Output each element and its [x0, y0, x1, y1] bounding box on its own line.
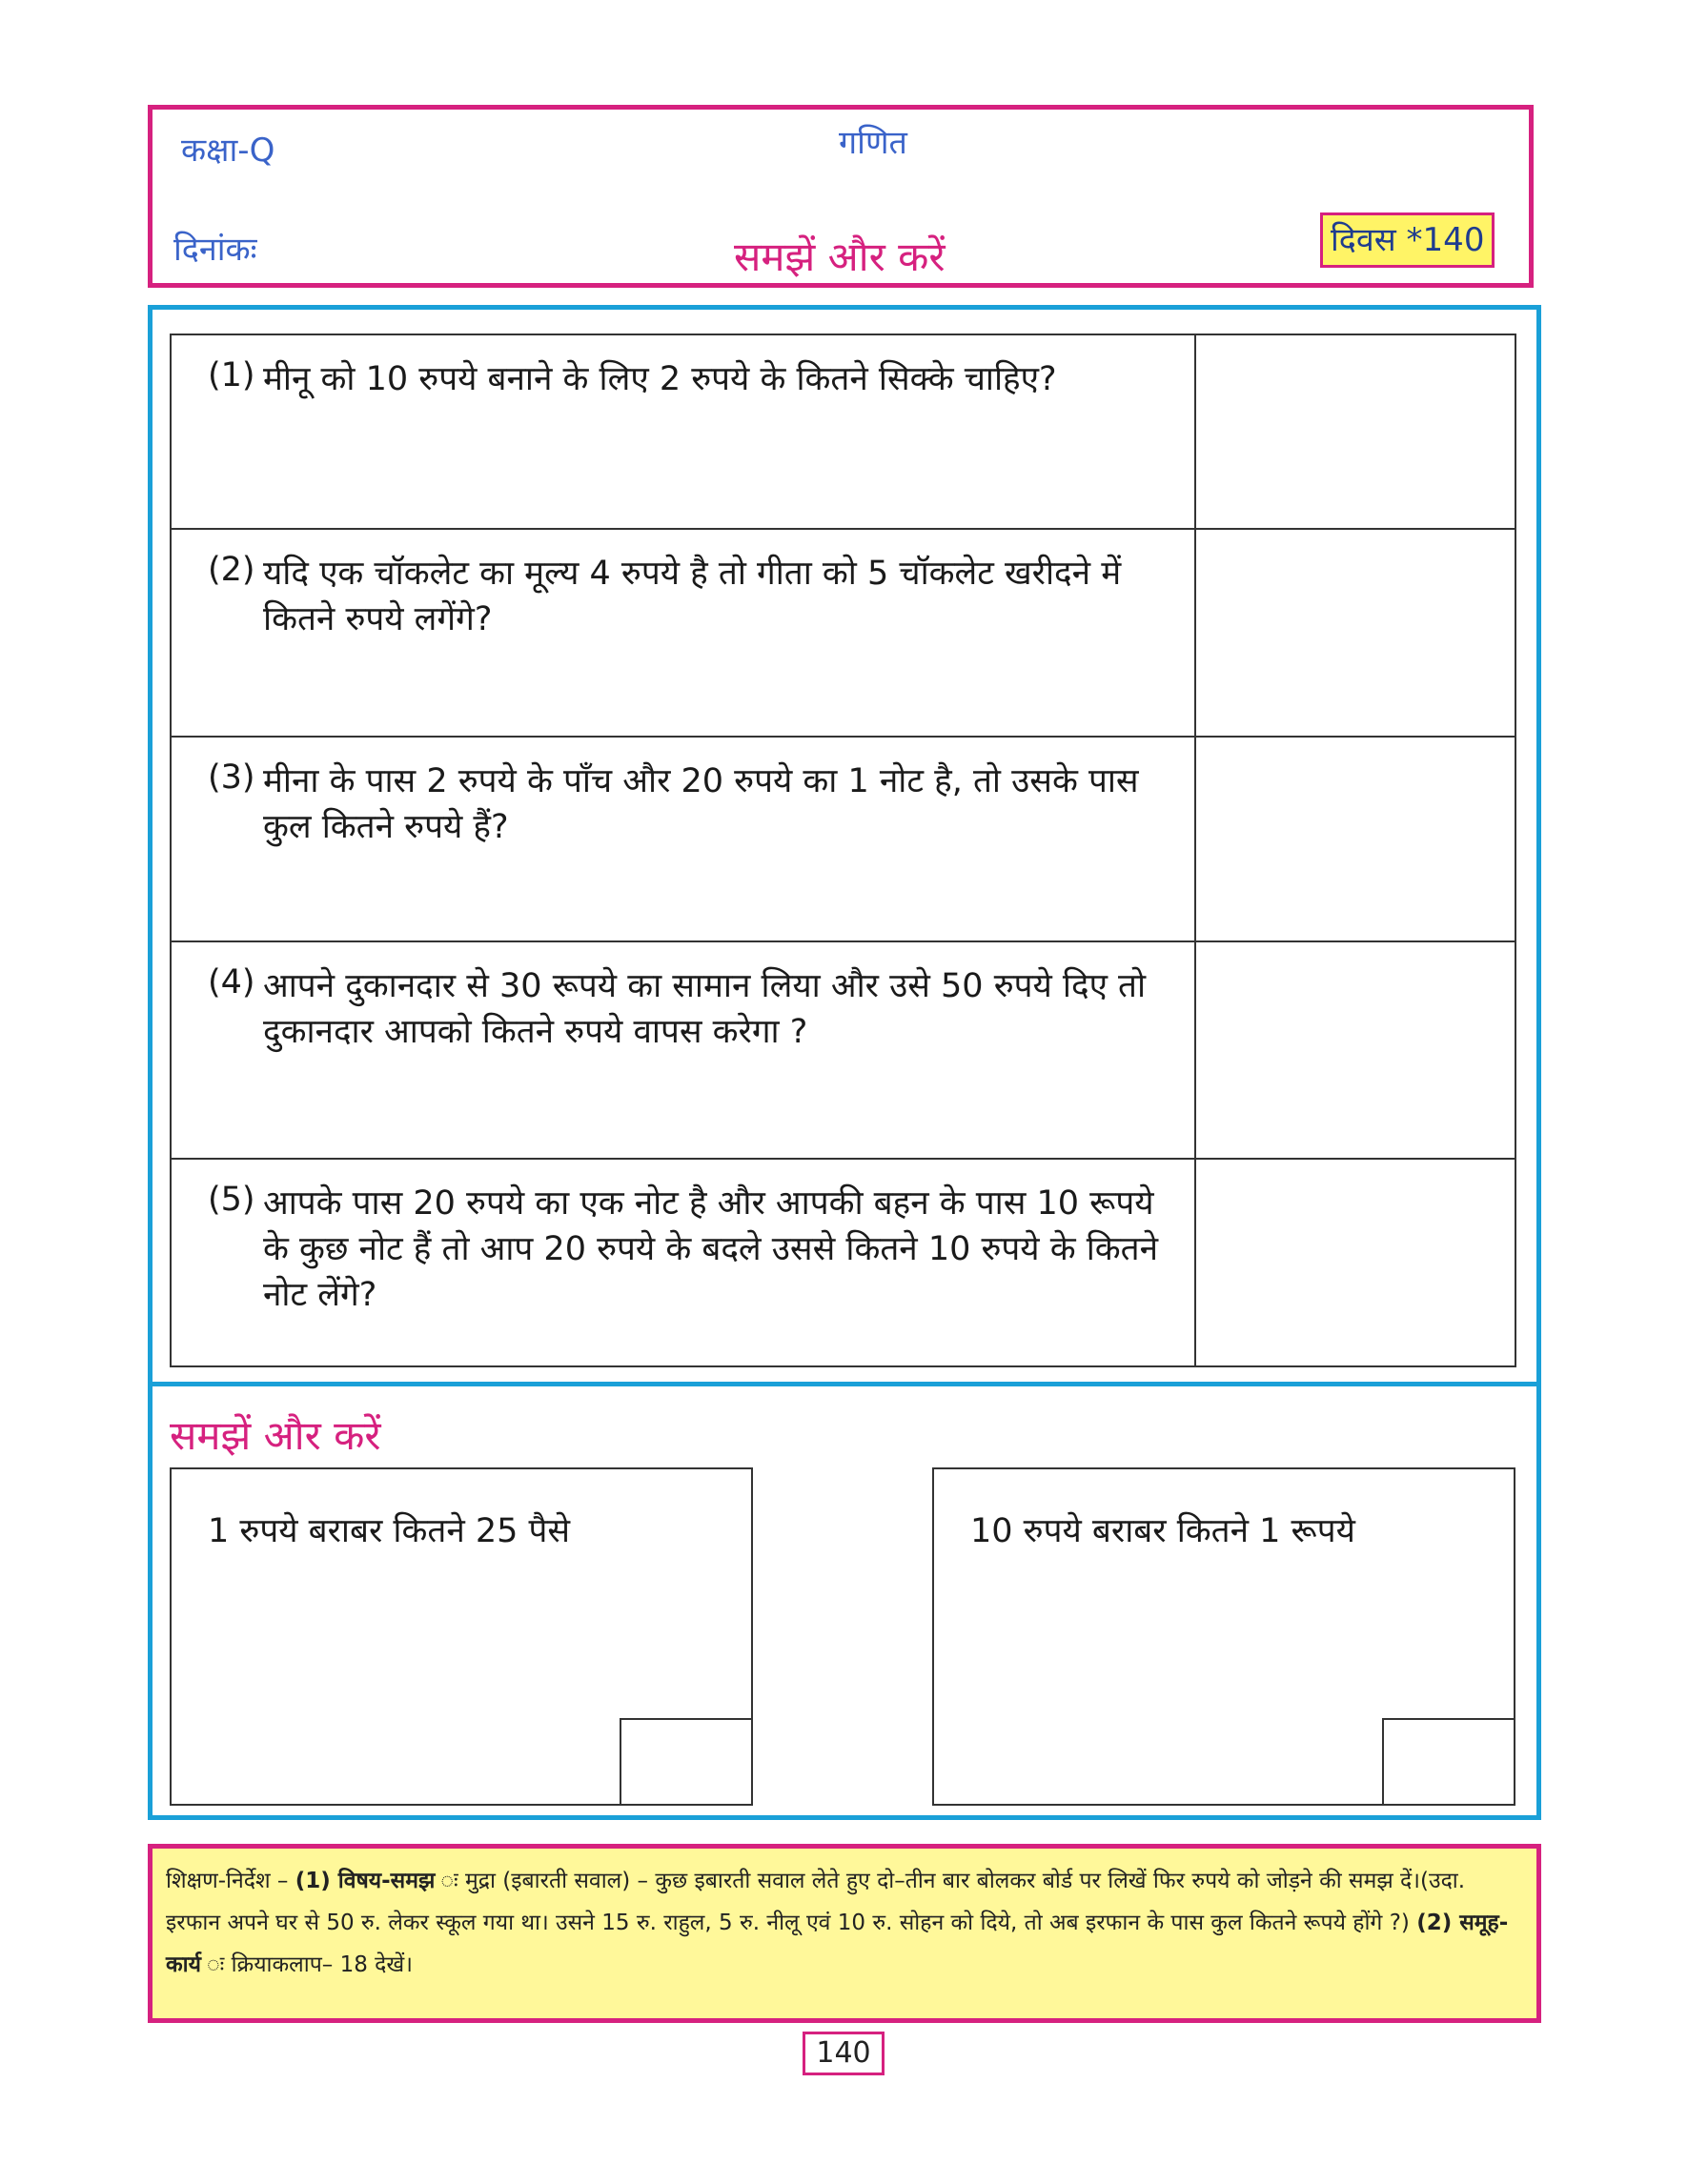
questions-table — [170, 334, 1516, 1367]
day-badge: दिवस *140 — [1320, 212, 1495, 268]
answer-cell[interactable] — [1196, 1160, 1515, 1365]
page-number: 140 — [803, 2032, 885, 2075]
subject-label: गणित — [839, 124, 907, 162]
question-number: (1) — [208, 356, 255, 394]
class-label: कक्षा-Q — [181, 131, 275, 170]
question-cell — [172, 530, 1196, 736]
main-content-box — [148, 305, 1541, 1820]
date-label: दिनांकः — [173, 231, 257, 269]
section-title: समझें और करें — [170, 1412, 381, 1459]
answer-cell[interactable] — [1196, 942, 1515, 1158]
work-box-left — [170, 1467, 753, 1806]
question-number: (4) — [208, 963, 255, 1001]
worksheet-title: समझें और करें — [734, 233, 946, 280]
question-text: मीना के पास 2 रुपये के पाँच और 20 रुपये का 1 नोट है, तो उसके पास कुल कितने रुपये हैं? — [263, 762, 1139, 846]
instructions-label: शिक्षण-निर्देश — [166, 1869, 271, 1893]
question-number: (2) — [208, 551, 255, 589]
question-text: यदि एक चॉकलेट का मूल्य 4 रुपये है तो गीता को 5 चॉकलेट खरीदने में कितने रुपये लगेंगे? — [263, 555, 1122, 638]
question-cell — [172, 335, 1196, 528]
question-row-2 — [172, 530, 1515, 738]
question-number: (5) — [208, 1181, 255, 1219]
work-box-prompt: 10 रुपये बराबर कितने 1 रूपये — [970, 1512, 1355, 1550]
instructions-part1-label: (1) विषय-समझ — [295, 1869, 436, 1893]
answer-box[interactable] — [620, 1718, 753, 1806]
question-row-4 — [172, 942, 1515, 1160]
worksheet-header — [148, 105, 1534, 288]
question-cell — [172, 738, 1196, 940]
instructions-part1-text: ः मुद्रा (इबारती सवाल) – कुछ इबारती सवाल लेते हुए दो–तीन बार बोलकर बोर्ड पर लिखें फिर रुपये को जोड़ने की समझ दें।(उदा. इरफान अपने घर से 50 रु. लेकर स्कूल गया था। उसने 15 रु. राहुल, 5 रु. नीलू एवं 10 रु. सोहन को दिये, तो अब इरफान के पास कुल कितने रूपये होंगे ?) — [166, 1869, 1466, 1935]
question-row-5 — [172, 1160, 1515, 1365]
question-number: (3) — [208, 758, 255, 797]
question-text: आपने दुकानदार से 30 रूपये का सामान लिया और उसे 50 रुपये दिए तो दुकानदार आपको कितने रुपये वापस करेगा ? — [263, 967, 1147, 1051]
answer-cell[interactable] — [1196, 335, 1515, 528]
question-cell — [172, 1160, 1196, 1365]
answer-cell[interactable] — [1196, 530, 1515, 736]
answer-box[interactable] — [1382, 1718, 1515, 1806]
teaching-instructions: शिक्षण-निर्देश – (1) विषय-समझ ः मुद्रा (इबारती सवाल) – कुछ इबारती सवाल लेते हुए दो–तीन बार बोलकर बोर्ड पर लिखें फिर रुपये को जोड़ने की समझ दें।(उदा. इरफान अपने घर से 50 रु. लेकर स्कूल गया था। उसने 15 रु. राहुल, 5 रु. नीलू एवं 10 रु. सोहन को दिये, तो अब इरफान के पास कुल कितने रूपये होंगे ?) (2) समूह-कार्य ः क्रियाकलाप– 18 देखें। — [148, 1844, 1541, 2023]
instructions-part2-label: (2) समूह-कार्य — [166, 1911, 1509, 1977]
section-divider — [153, 1382, 1536, 1386]
answer-cell[interactable] — [1196, 738, 1515, 940]
question-text: आपके पास 20 रुपये का एक नोट है और आपकी बहन के पास 10 रूपये के कुछ नोट हैं तो आप 20 रुपये के बदले उससे कितने 10 रुपये के कितने नोट लेंगे? — [263, 1184, 1159, 1314]
question-row-1 — [172, 335, 1515, 530]
instructions-part2-text: ः क्रियाकलाप– 18 देखें। — [224, 1952, 413, 1977]
work-box-right — [932, 1467, 1515, 1806]
question-cell — [172, 942, 1196, 1158]
question-text: मीनू को 10 रुपये बनाने के लिए 2 रुपये के कितने सिक्के चाहिए? — [263, 360, 1057, 398]
work-box-prompt: 1 रुपये बराबर कितने 25 पैसे — [208, 1512, 571, 1550]
question-row-3 — [172, 738, 1515, 942]
